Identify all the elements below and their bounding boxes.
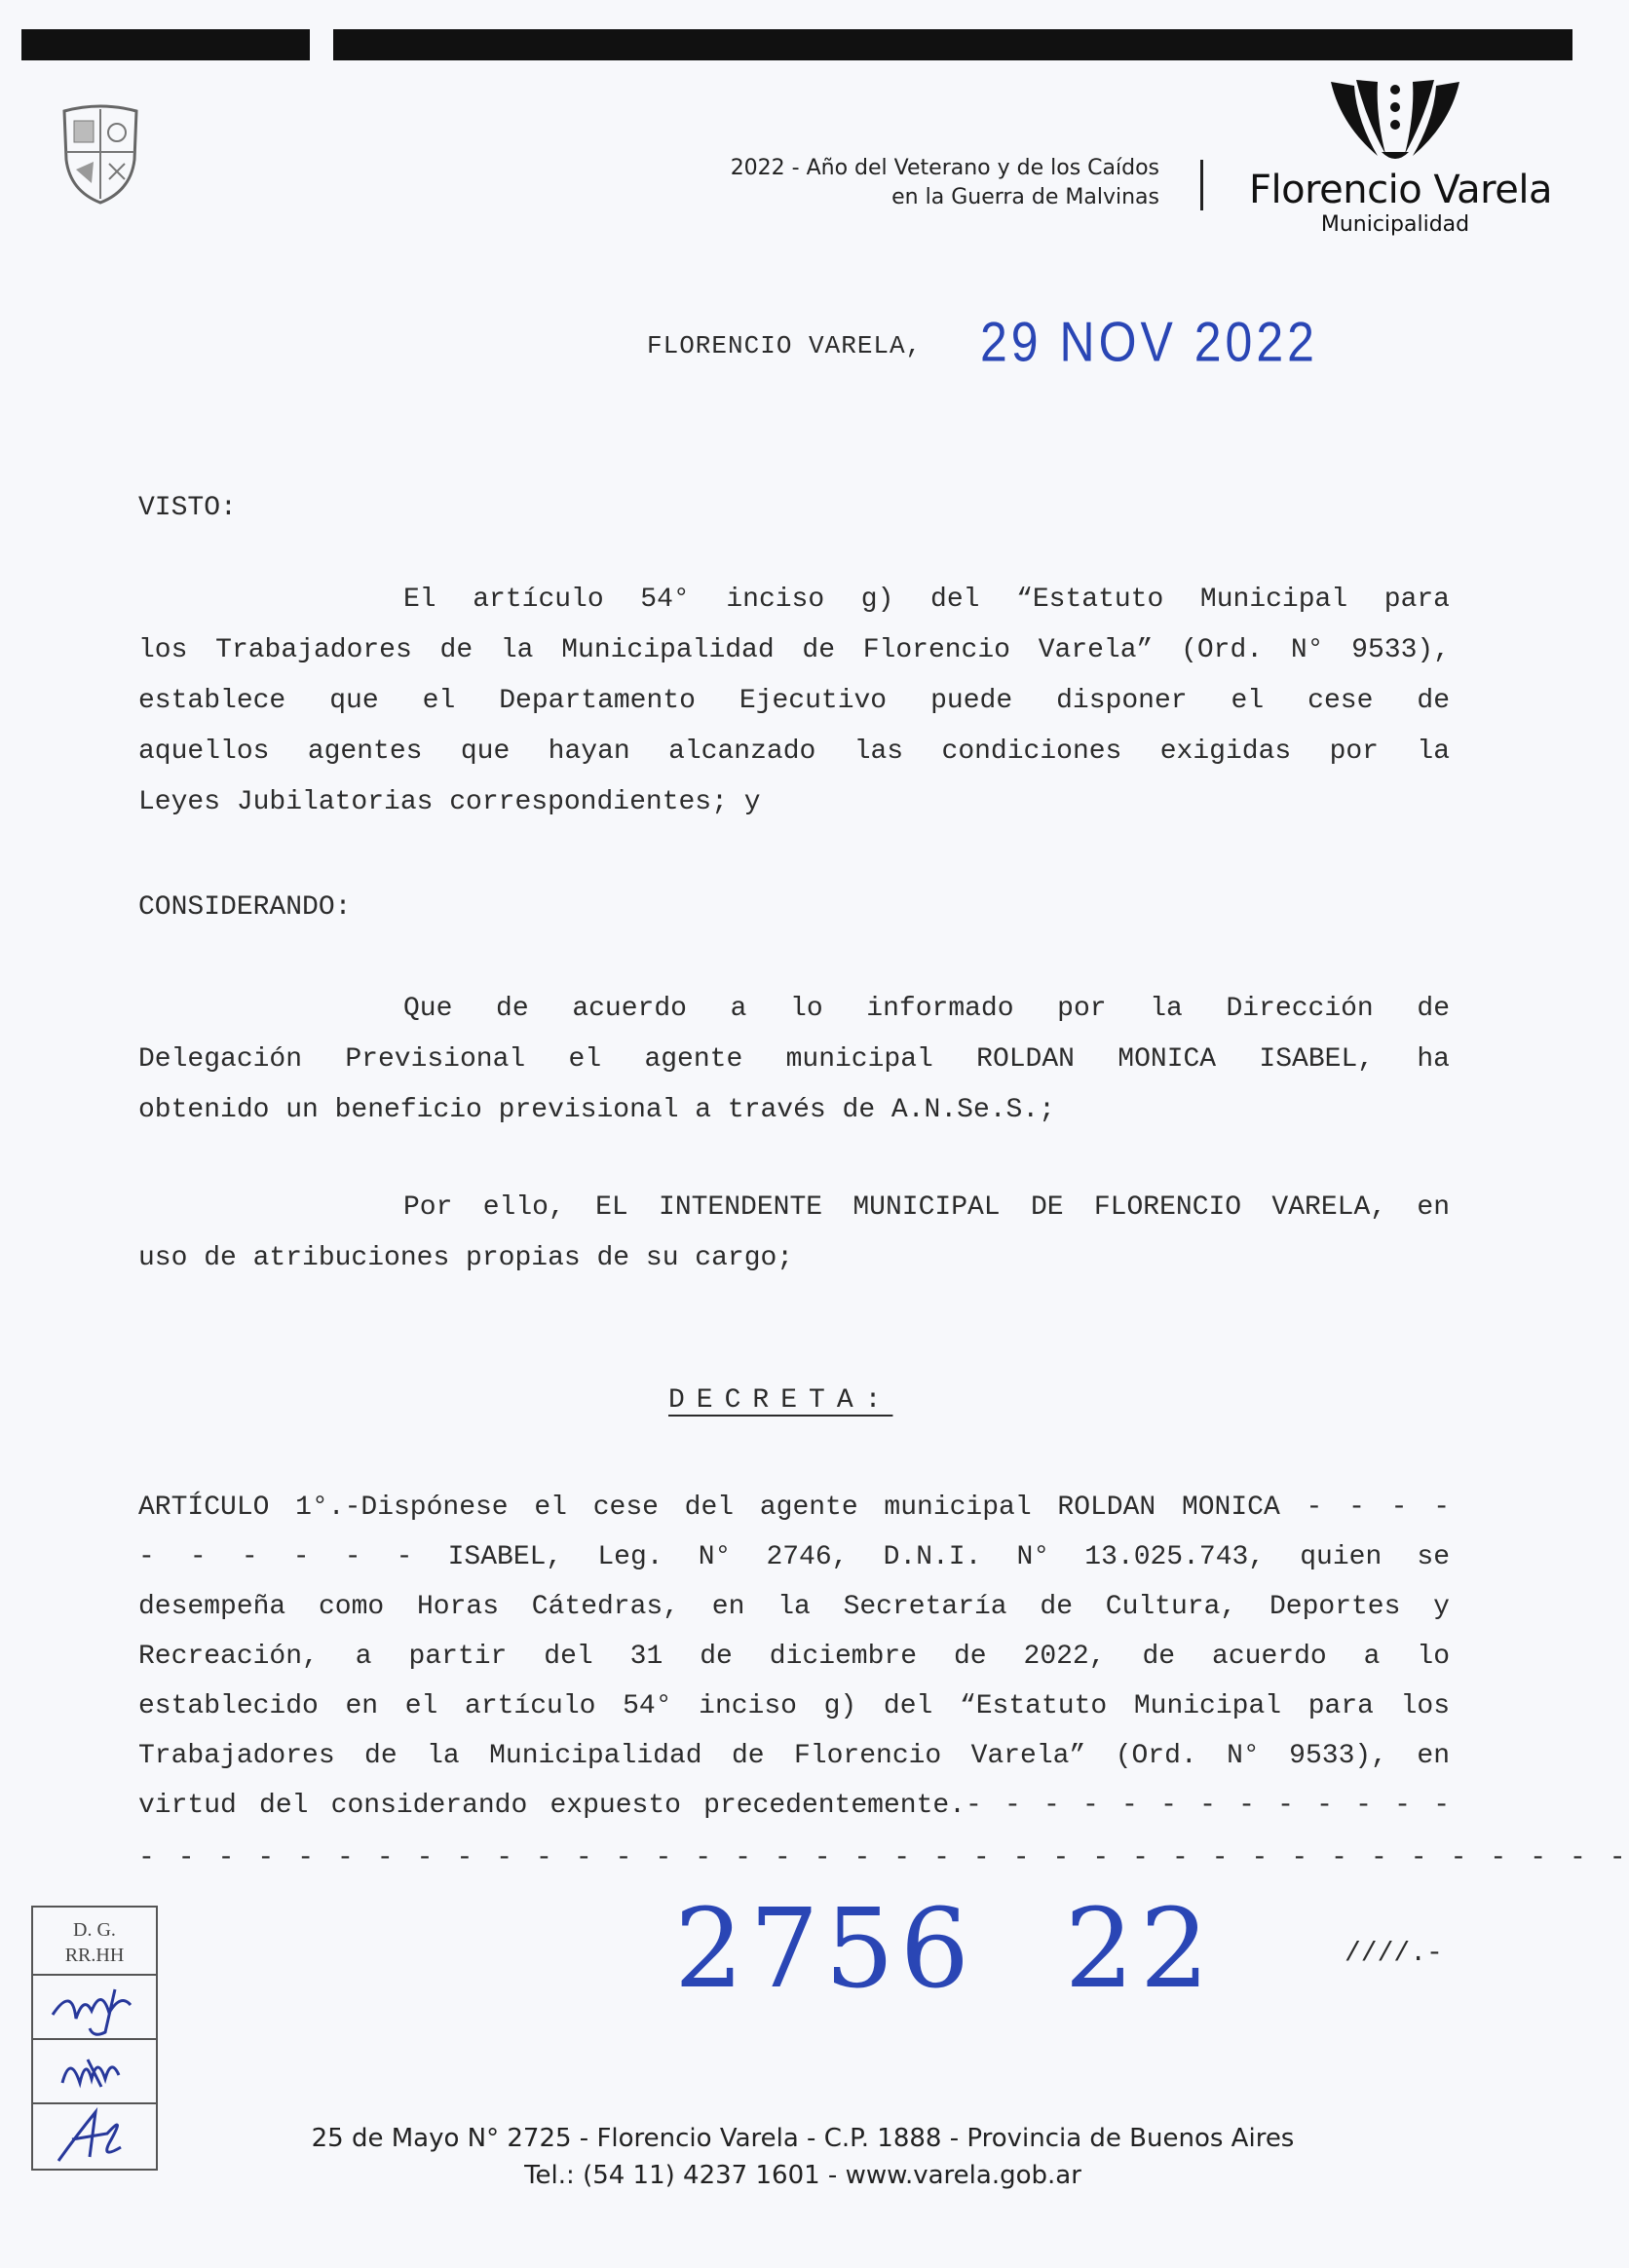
- article-line: establecido en el artículo 54° inciso g) del “Estatuto Municipal para los: [138, 1691, 1450, 1721]
- considerando-paragraph-1: [138, 984, 1450, 1136]
- footer-contact: Tel.: (54 11) 4237 1601 - www.varela.gob.ar: [524, 2161, 1081, 2190]
- logo-subtitle: Municipalidad: [1320, 212, 1470, 237]
- article-line: ARTÍCULO 1°.-Dispónese el cese del agente municipal ROLDAN MONICA - - - -: [138, 1493, 1450, 1523]
- visto-line: aquellos agentes que hayan alcanzado las condiciones exigidas por la: [138, 737, 1450, 767]
- year-motto: [731, 154, 1159, 212]
- logo-name: Florencio Varela: [1249, 168, 1552, 212]
- initials-signature-2-icon: [33, 2040, 156, 2104]
- considerando-paragraph-2: [138, 1183, 1450, 1284]
- date-stamp: 29 NOV 2022: [980, 310, 1318, 374]
- motto-line-1: 2022 - Año del Veterano y de los Caídos: [730, 156, 1159, 180]
- footer-address: 25 de Mayo N° 2725 - Florencio Varela - C.P. 1888 - Provincia de Buenos Aires: [311, 2124, 1295, 2153]
- municipal-crest-icon: [57, 101, 144, 208]
- header-divider: [1200, 160, 1203, 210]
- decree-number-stamp: 2756 22: [674, 1886, 1216, 2013]
- visto-line: los Trabajadores de la Municipalidad de Florencio Varela” (Ord. N° 9533),: [138, 635, 1450, 665]
- considerando-line: Delegación Previsional el agente municipal ROLDAN MONICA ISABEL, ha: [138, 1044, 1450, 1075]
- dateline-place: FLORENCIO VARELA,: [647, 331, 923, 360]
- hr-box-label-line-2: RR.HH: [64, 1945, 125, 1966]
- considerando-line: Por ello, EL INTENDENTE MUNICIPAL DE FLORENCIO VARELA, en: [403, 1192, 1450, 1223]
- hr-box-label-line-1: D. G.: [73, 1919, 116, 1941]
- article-1: [138, 1483, 1450, 1831]
- initials-signature-1-icon: [33, 1976, 156, 2040]
- article-line: Trabajadores de la Municipalidad de Florencio Varela” (Ord. N° 9533), en: [138, 1741, 1450, 1771]
- motto-line-2: en la Guerra de Malvinas: [891, 185, 1159, 209]
- decreta-heading: DECRETA:: [668, 1385, 893, 1416]
- considerando-line: Que de acuerdo a lo informado por la Dirección de: [403, 994, 1450, 1024]
- florencio-varela-logo-icon: [1327, 76, 1463, 164]
- continuation-mark: ////.-: [1345, 1939, 1443, 1969]
- visto-paragraph: [138, 575, 1450, 828]
- hr-box-label: [33, 1908, 156, 1976]
- visto-heading: VISTO:: [138, 493, 237, 523]
- visto-line: Leyes Jubilatorias correspondientes; y: [138, 787, 761, 817]
- municipality-logo: [1249, 76, 1552, 240]
- article-line: - - - - - - ISABEL, Leg. N° 2746, D.N.I. N° 13.025.743, quien se: [138, 1542, 1450, 1572]
- visto-line: El artículo 54° inciso g) del “Estatuto Municipal para: [403, 585, 1450, 615]
- article-line: virtud del considerando expuesto precedentemente.- - - - - - - - - - - - -: [138, 1791, 1450, 1821]
- considerando-heading: CONSIDERANDO:: [138, 892, 352, 923]
- article-line: desempeña como Horas Cátedras, en la Secretaría de Cultura, Deportes y: [138, 1592, 1450, 1622]
- header-black-bar: [21, 29, 1572, 60]
- dash-filler-line: - - - - - - - - - - - - - - - - - - - - - - - - - - - - - - - - - - - - - -: [138, 1843, 1629, 1873]
- considerando-line: uso de atribuciones propias de su cargo;: [138, 1243, 794, 1273]
- considerando-line: obtenido un beneficio previsional a través de A.N.Se.S.;: [138, 1095, 1055, 1125]
- article-line: Recreación, a partir del 31 de diciembre de 2022, de acuerdo a lo: [138, 1642, 1450, 1672]
- visto-line: establece que el Departamento Ejecutivo puede disponer el cese de: [138, 686, 1450, 716]
